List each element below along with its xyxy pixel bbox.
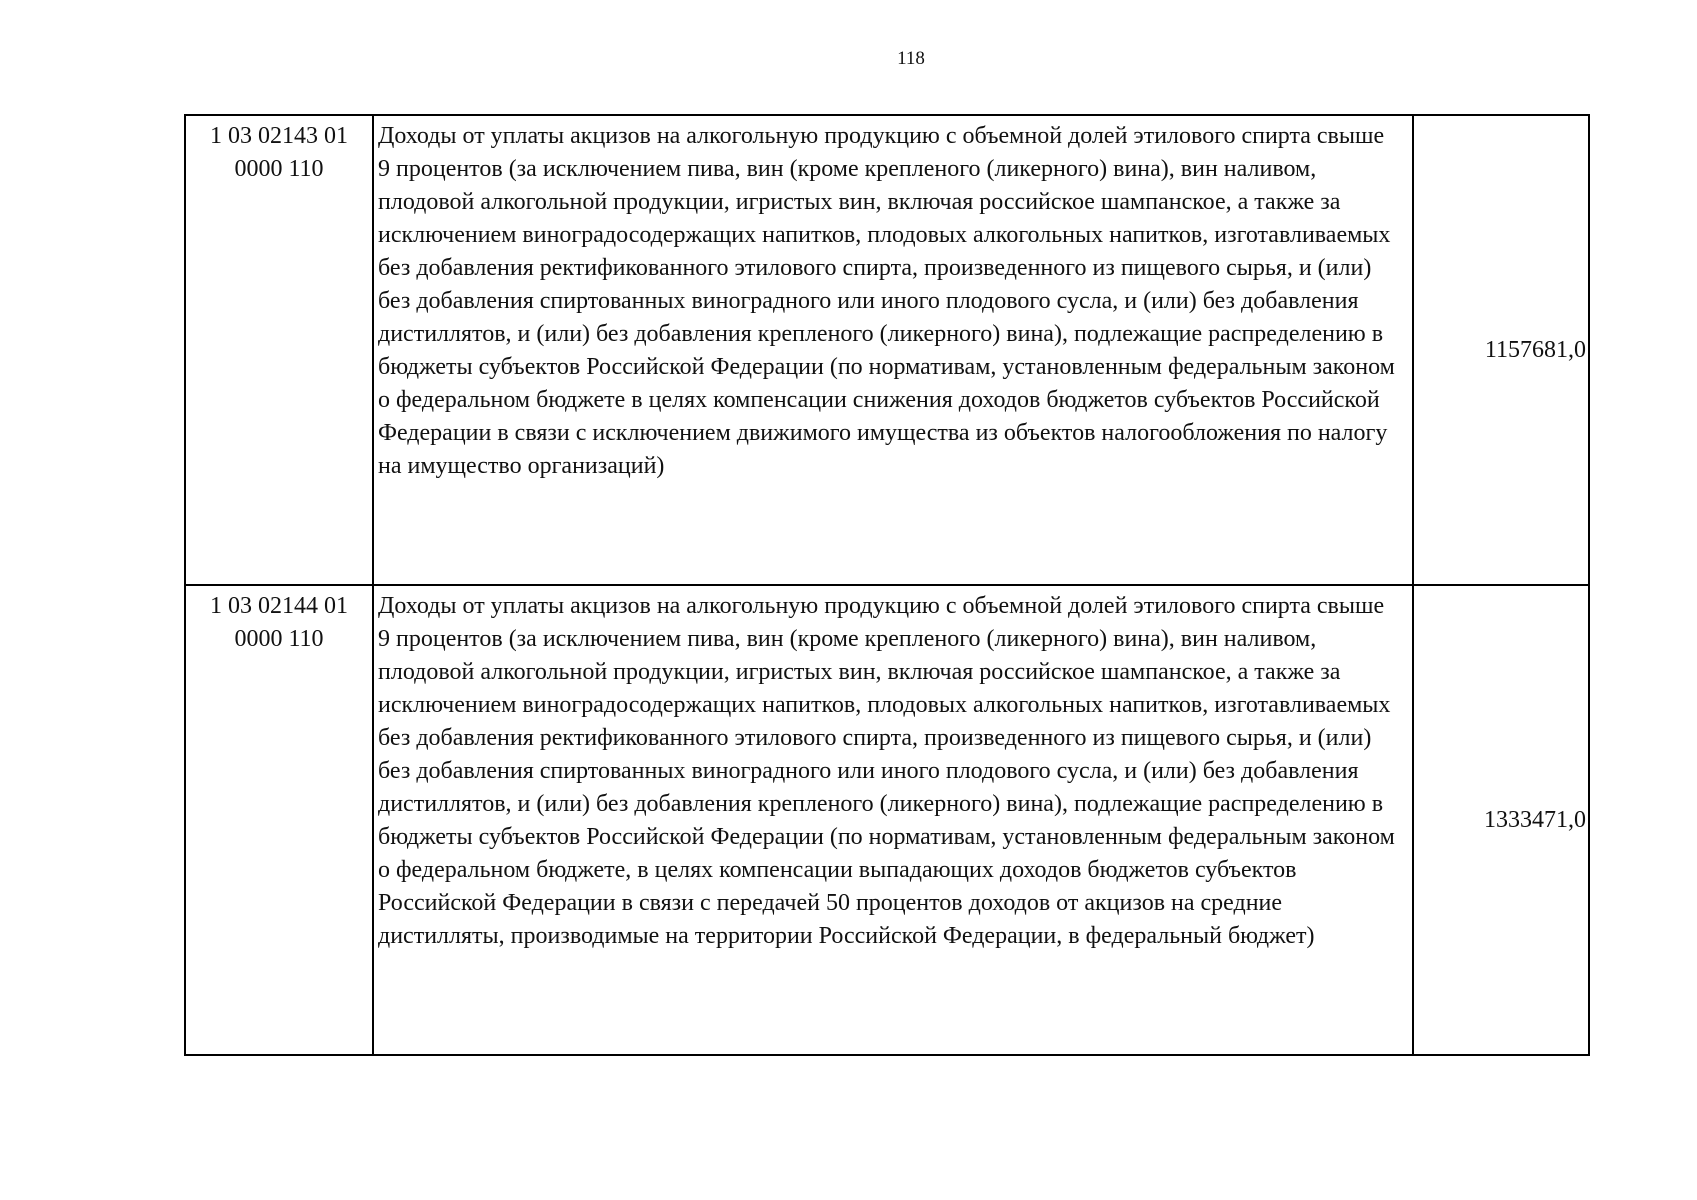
amount-cell: 1157681,0 xyxy=(1413,115,1589,585)
table-row xyxy=(185,585,1589,1055)
amount-cell: 1333471,0 xyxy=(1413,585,1589,1055)
table-row xyxy=(185,115,1589,585)
page-number: 118 xyxy=(897,48,925,69)
revenue-code-cell: 1 03 02143 01 0000 110 xyxy=(185,115,373,585)
budget-revenue-table xyxy=(184,114,1590,1056)
revenue-description-cell: Доходы от уплаты акцизов на алкогольную продукцию с объемной долей этилового спирта свыше 9 процентов (за исключением пива, вин (кроме крепленого (ликерного) вина), вин наливом, плодовой алкогольной продукции, игристых вин, включая российское шампанское, а также за исключением виноградосодержащих напитков, плодовых алкогольных напитков, изготавливаемых без добавления ректификованного этилового спирта, произведенного из пищевого сырья, и (или) без добавления спиртованных виноградного или иного плодового сусла, и (или) без добавления дистиллятов, и (или) без добавления крепленого (ликерного) вина), подлежащие распределению в бюджеты субъектов Российской Федерации (по нормативам, установленным федеральным законом о федеральном бюджете в целях компенсации снижения доходов бюджетов субъектов Российской Федерации в связи с исключением движимого имущества из объектов налогообложения по налогу на имущество организаций) xyxy=(373,115,1413,585)
revenue-description-cell: Доходы от уплаты акцизов на алкогольную продукцию с объемной долей этилового спирта свыше 9 процентов (за исключением пива, вин (кроме крепленого (ликерного) вина), вин наливом, плодовой алкогольной продукции, игристых вин, включая российское шампанское, а также за исключением виноградосодержащих напитков, плодовых алкогольных напитков, изготавливаемых без добавления ректификованного этилового спирта, произведенного из пищевого сырья, и (или) без добавления спиртованных виноградного или иного плодового сусла, и (или) без добавления дистиллятов, и (или) без добавления крепленого (ликерного) вина), подлежащие распределению в бюджеты субъектов Российской Федерации (по нормативам, установленным федеральным законом о федеральном бюджете, в целях компенсации выпадающих доходов бюджетов субъектов Российской Федерации в связи с передачей 50 процентов доходов от акцизов на средние дистилляты, производимые на территории Российской Федерации, в федеральный бюджет) xyxy=(373,585,1413,1055)
revenue-code-cell: 1 03 02144 01 0000 110 xyxy=(185,585,373,1055)
